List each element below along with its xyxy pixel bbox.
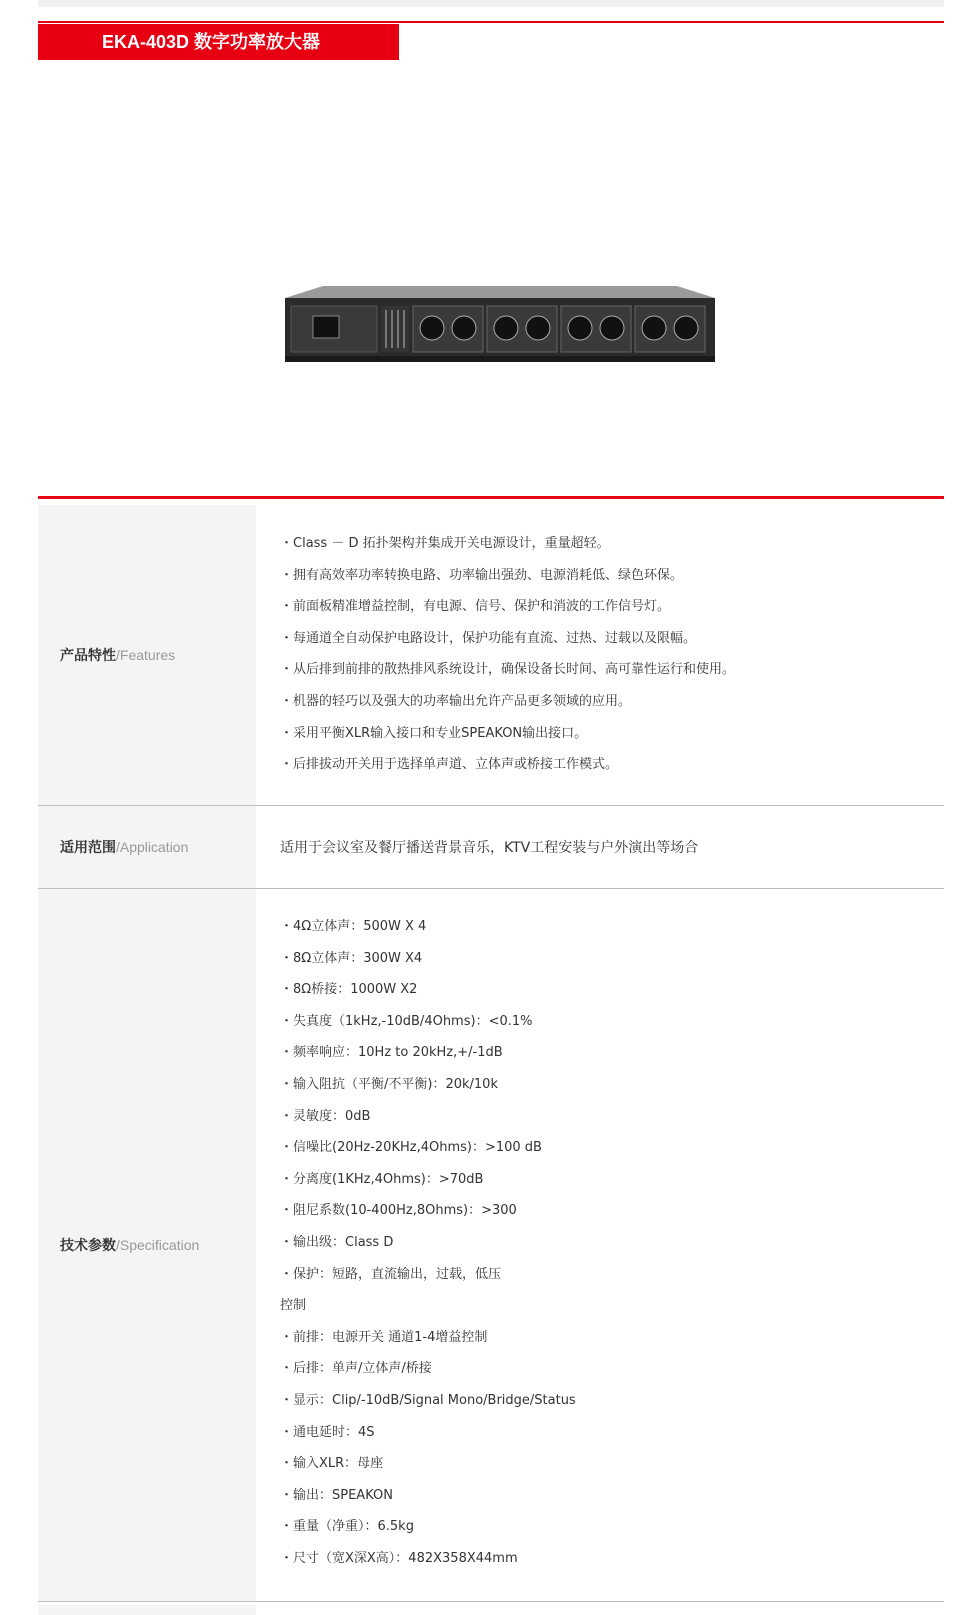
channel-block-1 xyxy=(413,306,483,352)
features-label: 产品特性 /Features xyxy=(38,505,256,805)
feature-item: ・采用平衡XLR输入接口和专业SPEAKON输出接口。 xyxy=(280,725,588,741)
application-row xyxy=(38,806,944,889)
spec-item: ・后排：单声/立体声/桥接 xyxy=(280,1361,432,1377)
spec-item: ・保护：短路，直流输出，过载，低压 xyxy=(280,1266,502,1282)
spec-item: ・通电延时：4S xyxy=(280,1424,375,1440)
application-text: 适用于会议室及餐厅播送背景音乐，KTV工程安装与户外演出等场合 xyxy=(280,840,699,856)
spec-item: ・频率响应：10Hz to 20kHz,+/-1dB xyxy=(280,1045,503,1061)
spec-item: ・输入阻抗（平衡/不平衡)：20k/10k xyxy=(280,1076,498,1092)
table-red-line xyxy=(38,496,944,499)
bottom-strip xyxy=(38,1605,256,1615)
spec-item: ・阻尼系数(10-400Hz,8Ohms)：>300 xyxy=(280,1203,517,1219)
channel-block-4 xyxy=(635,306,705,352)
spec-item: ・信噪比(20Hz-20KHz,4Ohms)：>100 dB xyxy=(280,1140,542,1156)
channel-block-3 xyxy=(561,306,631,352)
spec-item: ・显示：Clip/-10dB/Signal Mono/Bridge/Status xyxy=(280,1392,576,1408)
feature-item: ・机器的轻巧以及强大的功率输出允许产品更多领域的应用。 xyxy=(280,693,632,709)
spec-item: ・尺寸（宽X深X高）：482X358X44mm xyxy=(280,1550,518,1566)
application-label: 适用范围 /Application xyxy=(38,806,256,888)
spec-table xyxy=(38,505,944,1602)
top-strip xyxy=(38,0,944,7)
spec-item: ・输入XLR：母座 xyxy=(280,1456,384,1472)
spec-item: ・4Ω立体声：500W X 4 xyxy=(280,919,427,934)
spec-item: ・输出：SPEAKON xyxy=(280,1487,393,1503)
feature-item: ・Class － D 拓扑架构并集成开关电源设计，重量超轻。 xyxy=(280,536,610,551)
spec-item: ・重量（净重）：6.5kg xyxy=(280,1519,414,1535)
feature-item: ・每通道全自动保护电路设计，保护功能有直流、过热、过载以及限幅。 xyxy=(280,630,697,646)
amplifier-rear-panel-image xyxy=(285,286,715,362)
spec-item: ・灵敏度：0dB xyxy=(280,1108,371,1124)
spec-item: ・输出级：Class D xyxy=(280,1234,394,1250)
header-red-line xyxy=(38,21,944,23)
spec-item: ・前排：电源开关 通道1-4增益控制 xyxy=(280,1329,488,1345)
page-title: EKA-403D 数字功率放大器 xyxy=(38,24,399,60)
spec-item: ・失真度（1kHz,-10dB/4Ohms)：<0.1% xyxy=(280,1013,533,1029)
feature-item: ・拥有高效率功率转换电路、功率输出强劲、电源消耗低、绿色环保。 xyxy=(280,567,684,583)
spec-item: ・8Ω桥接：1000W X2 xyxy=(280,982,418,998)
chassis-top xyxy=(285,286,715,298)
spec-item: ・分离度(1KHz,4Ohms)：>70dB xyxy=(280,1171,484,1187)
features-row xyxy=(38,505,944,806)
specification-label: 技术参数 /Specification xyxy=(38,889,256,1601)
spec-item: 控制 xyxy=(280,1298,307,1314)
feature-item: ・从后排到前排的散热排风系统设计，确保设备长时间、高可靠性运行和使用。 xyxy=(280,662,736,678)
specification-row xyxy=(38,889,944,1602)
channel-block-2 xyxy=(487,306,557,352)
chassis-bottom xyxy=(285,356,715,362)
specification-list xyxy=(256,889,944,1601)
feature-item: ・后排拔动开关用于选择单声道、立体声或桥接工作模式。 xyxy=(280,757,619,773)
spec-item: ・8Ω立体声：300W X4 xyxy=(280,950,423,966)
feature-item: ・前面板精准增益控制，有电源、信号、保护和消波的工作信号灯。 xyxy=(280,599,671,615)
features-list xyxy=(256,505,944,805)
iec-power-socket-icon xyxy=(313,316,339,338)
